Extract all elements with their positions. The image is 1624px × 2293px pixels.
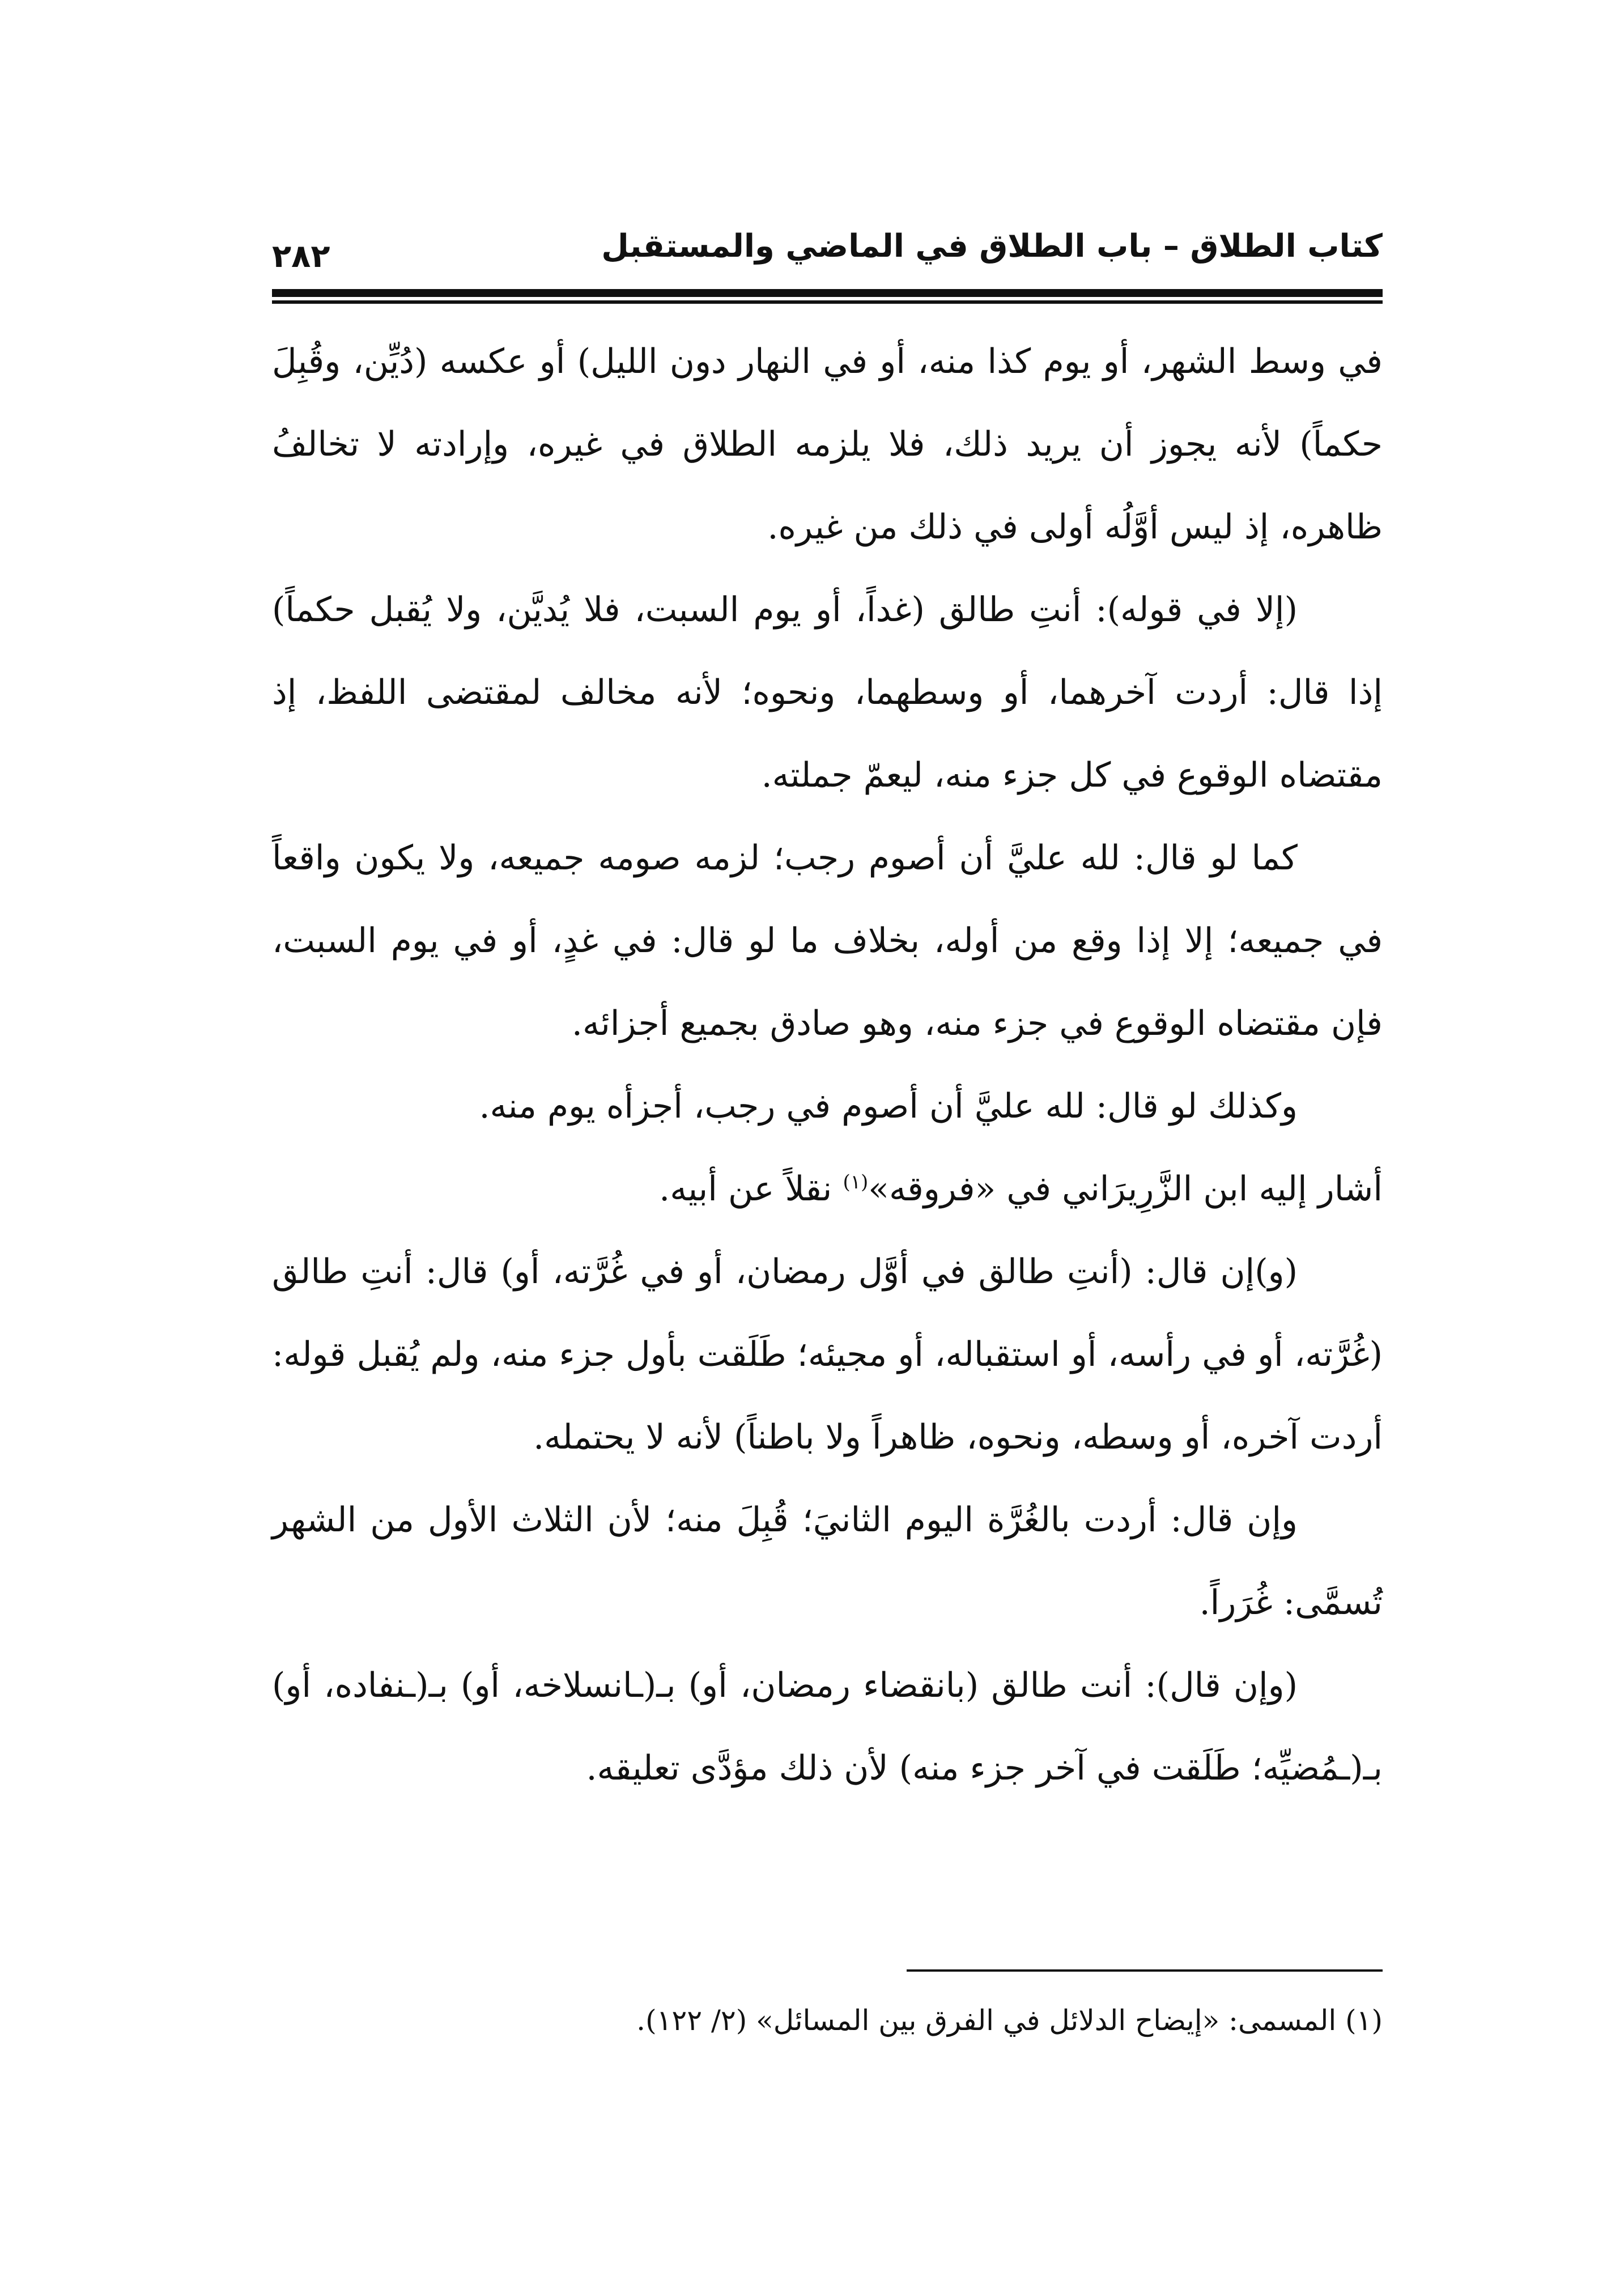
footnote-reference: (١) — [843, 1171, 869, 1194]
paragraph: (و)إن قال: (أنتِ طالق في أوَّل رمضان، أو في غُرَّته، أو) قال: أنتِ طالق (غُرَّته، أو في رأسه، أو استقباله، أو مجيئه؛ طَلَقت بأول جزء منه، ولم يُقبل قوله: أردت آخره، أو وسطه، ونحوه، ظاهراً ولا باطناً) لأنه لا يحتمله. — [272, 1252, 1383, 1457]
attribution-text-end: نقلاً عن أبيه. — [659, 1169, 843, 1209]
attribution-text: أشار إليه ابن الزَّرِيرَاني في «فروقه» — [868, 1169, 1383, 1209]
footnote: (١) المسمى: «إيضاح الدلائل في الفرق بين المسائل» (٢/ ١٢٢). — [636, 2004, 1383, 2037]
header-rule-thin — [272, 300, 1383, 304]
paragraph: (وإن قال): أنت طالق (بانقضاء رمضان، أو) بـ(ـانسلاخه، أو) بـ(ـنفاده، أو) بـ(ـمُضيِّه؛ طَلَقت في آخر جزء منه) لأن ذلك مؤدَّى تعليقه. — [272, 1666, 1383, 1788]
body-text — [272, 320, 1383, 1810]
running-title: كتاب الطلاق – باب الطلاق في الماضي والمستقبل — [601, 228, 1383, 265]
paragraph: وإن قال: أردت بالغُرَّة اليوم الثانيَ؛ قُبِلَ منه؛ لأن الثلاث الأول من الشهر تُسمَّى: غُرَراً. — [272, 1500, 1383, 1623]
page-number: ٢٨٢ — [272, 238, 330, 275]
footnote-separator — [907, 1969, 1383, 1972]
paragraph: (إلا في قوله): أنتِ طالق (غداً، أو يوم السبت، فلا يُديَّن، ولا يُقبل حكماً) إذا قال: أردت آخرهما، أو وسطهما، ونحوه؛ لأنه مخالف لمقتضى اللفظ، إذ مقتضاه الوقوع في كل جزء منه، ليعمّ جملته. — [272, 590, 1383, 795]
paragraph: وكذلك لو قال: لله عليَّ أن أصوم في رجب، أجزأه يوم منه. — [479, 1086, 1298, 1126]
attribution-line — [272, 1148, 1383, 1230]
paragraph: كما لو قال: لله عليَّ أن أصوم رجب؛ لزمه صومه جميعه، ولا يكون واقعاً في جميعه؛ إلا إذا وقع من أوله، بخلاف ما لو قال: في غدٍ، أو في يوم السبت، فإن مقتضاه الوقوع في جزء منه، وهو صادق بجميع أجزائه. — [272, 838, 1383, 1043]
header-rule-thick — [272, 289, 1383, 297]
paragraph: في وسط الشهر، أو يوم كذا منه، أو في النهار دون الليل) أو عكسه (دُيِّن، وقُبِلَ حكماً) لأنه يجوز أن يريد ذلك، فلا يلزمه الطلاق في غيره، وإرادته لا تخالفُ ظاهره، إذ ليس أوَّلُه أولى في ذلك من غيره. — [272, 342, 1383, 547]
page-header — [272, 224, 1383, 275]
